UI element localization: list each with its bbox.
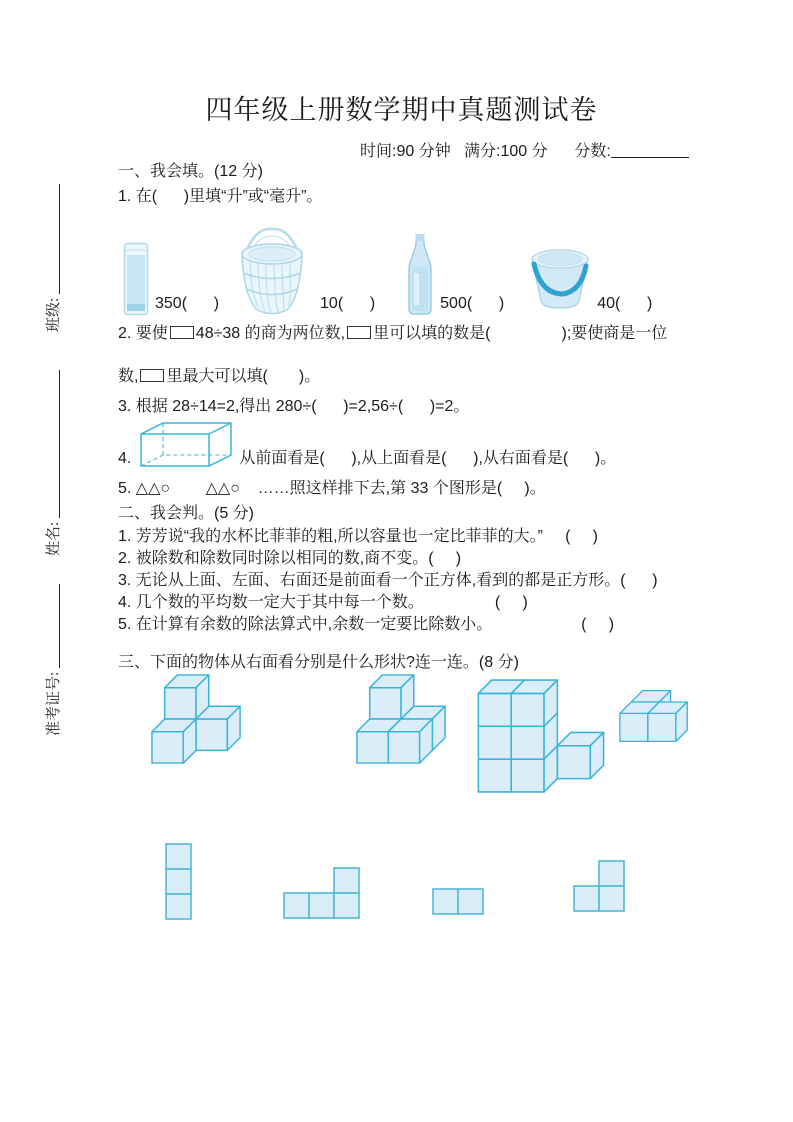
score-label: 分数: <box>574 143 611 160</box>
fill-box <box>140 369 164 382</box>
plastic-bucket-icon <box>528 243 592 313</box>
water-glass-icon <box>122 241 150 317</box>
q1-text: 1. 在( )里填“升”或“毫升”。 <box>118 188 323 205</box>
name-field <box>42 370 63 556</box>
exam-number-blank-line <box>45 584 60 668</box>
fill-box <box>170 326 194 339</box>
section-judge-heading: 二、我会判。(5 分) <box>118 505 255 522</box>
exam-number-label: 准考证号: <box>46 671 62 736</box>
wooden-bucket-icon <box>229 221 315 317</box>
cube-figure-4 <box>618 688 690 744</box>
cube-figure-3 <box>476 677 608 794</box>
q3-text: 3. 根据 28÷14=2,得出 280÷( )=2,56÷( )=2。 <box>118 398 470 415</box>
score-blank-line <box>611 143 689 158</box>
flat-shapes-row <box>118 843 718 923</box>
judge-item-3: 3. 无论从上面、左面、右面还是前面看一个正方体,看到的都是正方形。( ) <box>118 572 658 589</box>
flat-shape-3 <box>432 888 484 915</box>
cube-figure-1 <box>150 672 244 767</box>
q4-number: 4. <box>118 450 132 467</box>
q1-picture-row <box>118 212 684 317</box>
section-fill-heading: 一、我会填。(12 分) <box>118 163 263 180</box>
class-field <box>42 184 63 332</box>
judge-item-5: 5. 在计算有余数的除法算式中,余数一定要比除数小。 ( ) <box>118 616 615 633</box>
q1-item-2-label: 10( ) <box>320 295 376 312</box>
judge-item-1: 1. 芳芳说“我的水杯比菲菲的粗,所以容量也一定比菲菲的大。” ( ) <box>118 528 599 545</box>
time-limit: 时间:90 分钟 <box>360 143 451 160</box>
fill-box <box>347 326 371 339</box>
class-label: 班级: <box>46 297 62 332</box>
exam-number-field <box>42 584 63 736</box>
flat-shape-1 <box>165 843 192 920</box>
flat-shape-2 <box>283 867 360 919</box>
page-title: 四年级上册数学期中真题测试卷 <box>205 95 598 125</box>
q1-item-4-label: 40( ) <box>597 295 653 312</box>
class-blank-line <box>45 184 60 294</box>
q4-row <box>118 420 616 470</box>
judge-item-4: 4. 几个数的平均数一定大于其中每一个数。 ( ) <box>118 594 528 611</box>
name-blank-line <box>45 370 60 518</box>
full-score: 满分:100 分 <box>464 143 548 160</box>
bottle-icon <box>405 233 435 317</box>
q4-text: 从前面看是( ),从上面看是( ),从右面看是( )。 <box>239 450 617 467</box>
q1-item-1-label: 350( ) <box>155 295 220 312</box>
q5-text: 5. △△○ △△○ ……照这样排下去,第 33 个图形是( )。 <box>118 480 546 497</box>
cuboid-figure <box>139 420 235 470</box>
section-connect-heading: 三、下面的物体从右面看分别是什么形状?连一连。(8 分) <box>118 654 519 671</box>
flat-shape-4 <box>573 860 625 912</box>
cube-figure-2 <box>355 672 449 767</box>
q1-item-3-label: 500( ) <box>440 295 505 312</box>
q2-line2: 数, 里最大可以填( )。 <box>118 368 321 385</box>
name-label: 姓名: <box>46 521 62 556</box>
judge-item-2: 2. 被除数和除数同时除以相同的数,商不变。( ) <box>118 550 462 567</box>
cube-figures-row <box>118 672 718 802</box>
q2-line1: 2. 要使 48÷38 的商为两位数, 里可以填的数是( );要使商是一位 <box>118 325 668 342</box>
exam-meta <box>360 138 689 161</box>
